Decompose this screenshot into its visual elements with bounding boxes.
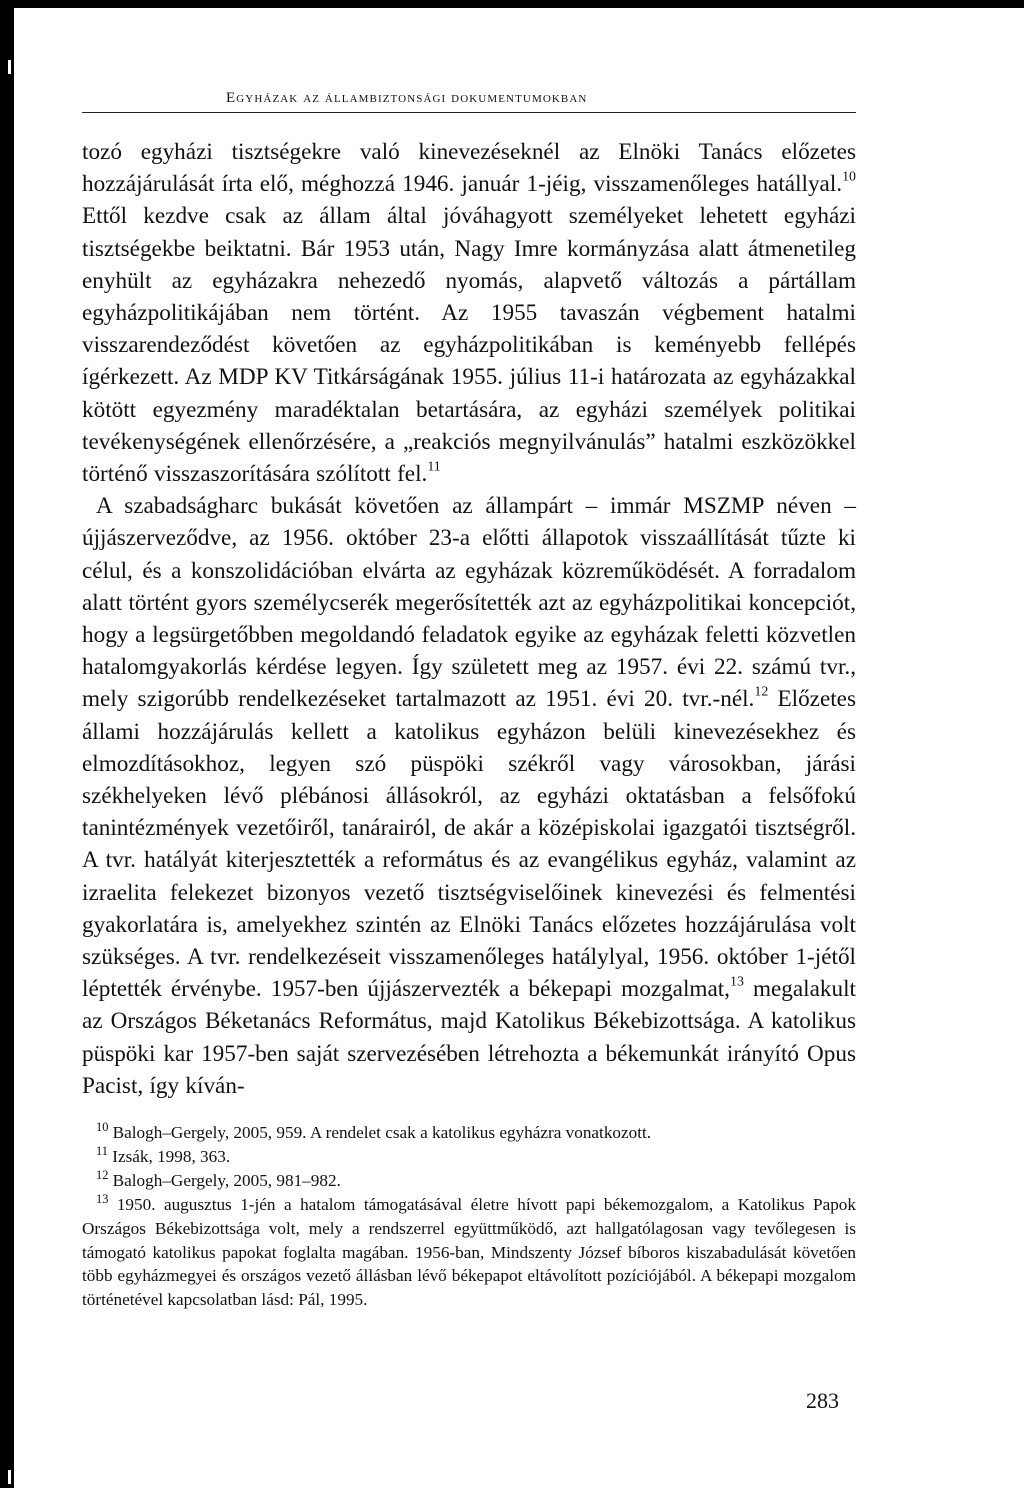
- footnote-12: [82, 1169, 856, 1193]
- footnotes: [82, 1121, 856, 1312]
- scan-edge-mark-top: [8, 60, 11, 74]
- footnote-ref-10[interactable]: 10: [842, 169, 856, 185]
- footnote-number: 12: [96, 1168, 109, 1183]
- footnote-ref-11[interactable]: 11: [427, 459, 441, 475]
- text-run: tozó egyházi tisztségekre való kinevezéseknél az Elnöki Tanács előzetes hozzájárulását írta elő, méghozzá 1946. január 1-jéig, visszamenőleges hatállyal.: [82, 139, 856, 198]
- scan-edge-mark-bottom: [8, 1470, 11, 1484]
- text-run: megalakult az Országos Béketanács Református, majd Katolikus Békebizottsága. A katolikus püspöki kar 1957-ben saját szervezésében létrehozta a békemunkát irányító Opus Pacist, így kíván-: [82, 976, 856, 1099]
- footnote-number: 13: [96, 1191, 109, 1206]
- footnote-number: 11: [96, 1144, 108, 1159]
- paragraph-1: [82, 136, 856, 490]
- footnote-11: [82, 1145, 856, 1169]
- footnote-text: 1950. augusztus 1-jén a hatalom támogatásával életre hívott papi békemozgalom, a Katolikus Papok Országos Békebizottsága volt, mely a rendszerrel együttműködő, azt hallgatólagosan vagy tevőlegesen is támogató katolikus papokat foglalta magában. 1956-ban, Mindszenty József bíboros kiszabadulását követően több egyházmegyei és országos vezető állásban lévő békepapot eltávolított pozíciójából. A békepapi mozgalom történetével kapcsolatban lásd: Pál, 1995.: [82, 1194, 856, 1310]
- footnote-ref-12[interactable]: 12: [754, 685, 769, 701]
- footnote-13: [82, 1193, 856, 1313]
- text-run: Előzetes állami hozzájárulás kellett a katolikus egyházon belüli kinevezésekhez és elmozdításokhoz, legyen szó püspöki székről vagy városokban, járási székhelyeken lévő plébánosi állásokról, az egyházi oktatásban a felsőfokú tanintézmények vezetőiről, tanárairól, de akár a középiskolai igazgatói tisztségről. A tvr. hatályát kiterjesztették a református és az evangélikus egyház, valamint az izraelita felekezet bizonyos vezető tisztségviselőinek kinevezési és felmentési gyakorlatára is, amelyekhez szintén az Elnöki Tanács előzetes hozzájárulása volt szükséges. A tvr. rendelkezéseit visszamenőleges hatálylyal, 1956. október 1-jétől léptették érvénybe. 1957-ben újjászervezték a békepapi mozgalmat,: [82, 686, 857, 1003]
- footnote-text: Balogh–Gergely, 2005, 959. A rendelet csak a katolikus egyházra vonatkozott.: [108, 1123, 652, 1142]
- running-head: Egyházak az állambiztonsági dokumentumokban: [226, 90, 588, 106]
- footnote-ref-13[interactable]: 13: [729, 974, 744, 990]
- text-run: A szabadságharc bukását követően az állampárt – immár MSZMP néven – újjászerveződve, az 1956. október 23-a előtti állapotok visszaállítását tűzte ki célul, és a konszolidációban elvárta az egyházak közreműködését. A forradalom alatt történt gyors személycserék megerősítették azt az egyházpolitikai koncepciót, hogy a legsürgetőbben megoldandó feladatok egyike az egyházak feletti közvetlen hatalomgyakorlás kérdése legyen. Így született meg az 1957. évi 22. számú tvr., mely szigorúbb rendelkezéseket tartalmazott az 1951. évi 20. tvr.-nél.: [82, 493, 856, 713]
- body-text: [82, 136, 856, 1102]
- text-run: Ettől kezdve csak az állam által jóváhagyott személyeket lehetett egyházi tisztségekbe beiktatni. Bár 1953 után, Nagy Imre kormányzása alatt átmenetileg enyhült az egyházakra nehezedő nyomás, alapvető változás a pártállam egyházpolitikájában nem történt. Az 1955 tavaszán végbement hatalmi visszarendeződést követően az egyházpolitikában is keményebb fellépés ígérkezett. Az MDP KV Titkárságának 1955. július 11-i határozata az egyházakkal kötött egyezmény maradéktalan betartására, az egyházi személyek politikai tevékenységének ellenőrzésére, a „reakciós megnyilvánulás” hatalmi eszközökkel történő visszaszorítására szólított fel.: [82, 203, 856, 488]
- footnote-text: Balogh–Gergely, 2005, 981–982.: [108, 1170, 341, 1190]
- paragraph-2: [82, 490, 856, 1102]
- page-number: 283: [806, 1388, 839, 1413]
- book-page: [14, 8, 1024, 1488]
- header-rule: [82, 112, 856, 113]
- footnote-number: 10: [96, 1120, 109, 1135]
- footnote-10: [82, 1121, 856, 1145]
- footnote-text: Izsák, 1998, 363.: [107, 1146, 231, 1166]
